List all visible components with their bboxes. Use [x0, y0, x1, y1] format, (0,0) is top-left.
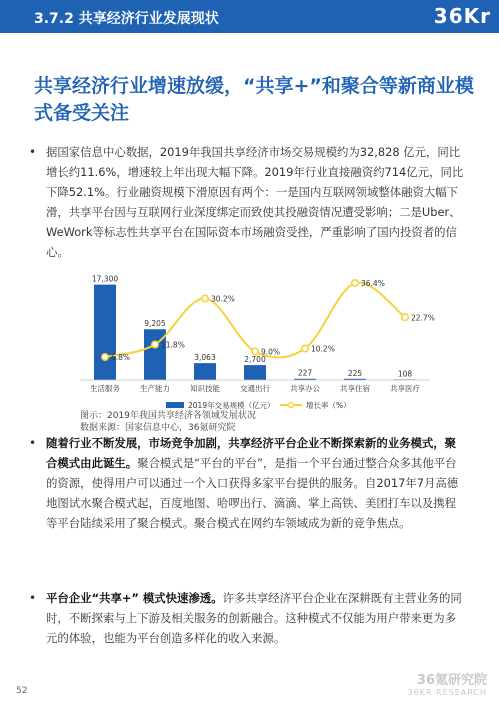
- paragraph-aggregation-model: [29, 433, 466, 533]
- line-label-3: 9.0%: [261, 347, 281, 357]
- legend-bar-label: 2019年交易规模（亿元）: [188, 401, 275, 410]
- bar-3: [244, 365, 266, 380]
- page-header: [0, 0, 499, 33]
- growth-point-3: [252, 348, 258, 354]
- x-tick-label-6: 共享医疗: [390, 384, 420, 393]
- bullet-icon: •: [29, 436, 37, 450]
- line-label-1: 11.8%: [161, 340, 185, 350]
- bullet-icon: •: [29, 145, 37, 159]
- x-tick-label-1: 生产能力: [140, 384, 170, 393]
- growth-point-5: [352, 280, 358, 286]
- bar-label-5: 225: [347, 368, 363, 378]
- watermark-title: 36氪研究院: [416, 673, 487, 688]
- watermark: [407, 669, 487, 697]
- line-label-4: 10.2%: [311, 344, 335, 354]
- bullet-icon: •: [29, 591, 37, 605]
- line-label-6: 22.7%: [411, 313, 435, 323]
- x-tick-group: [80, 380, 430, 393]
- brand-logo: 36Kr: [433, 4, 491, 28]
- chart-legend: [166, 400, 351, 410]
- x-tick-label-4: 共享办公: [290, 384, 320, 393]
- growth-point-6: [402, 314, 408, 320]
- bar-2: [194, 363, 216, 380]
- x-tick-label-2: 知识技能: [190, 384, 220, 393]
- chart-caption: [80, 410, 256, 434]
- bar-label-4: 227: [297, 368, 313, 378]
- paragraph-text: 许多共享经济平台企业在深耕既有主营业务的同时，不断探索与上下游及相关服务的创新融合。这种模式不仅能为用户带来更为多元的体验，也能为平台创造多样化的收入来源。: [46, 591, 462, 645]
- bar-series: [94, 285, 416, 380]
- line-label-2: 30.2%: [211, 294, 235, 304]
- bar-0: [94, 285, 116, 380]
- x-tick-label-5: 共享住宿: [340, 384, 370, 393]
- paragraph-market-overview: [29, 142, 466, 262]
- paragraph-text: 据国家信息中心数据，2019年我国共享经济市场交易规模约为32,828 亿元，同比增长约11.6%，增速较上年出现大幅下降。2019年行业直接融资约714亿元，同比下降52.1%。行业融资规模下滑原因有两个：一是国内互联网领域整体融资大幅下滑，共享平台因与互联网行业深度绑定而致使其投融资情况遭受影响；二是Uber、WeWork等标志性共享平台在国际资本市场融资受挫，严重影响了国内投资者的信心。: [46, 145, 464, 259]
- paragraph-sharing-plus: [29, 588, 466, 648]
- bar-label-2: 3,063: [194, 353, 216, 363]
- caption-title: 图示：2019年我国共享经济各领域发展状况: [80, 411, 256, 421]
- x-tick-label-3: 交通出行: [240, 384, 270, 393]
- legend-line-label: 增长率（%）: [306, 401, 351, 410]
- x-tick-label-0: 生活服务: [90, 384, 120, 393]
- page-number: 52: [16, 686, 28, 696]
- legend-bar-swatch: [166, 402, 184, 408]
- caption-source: 数据来源：国家信息中心，36氪研究院: [80, 423, 236, 433]
- paragraph-lead: 平台企业“共享+” 模式快速渗透。: [46, 591, 223, 605]
- growth-point-1: [152, 341, 158, 347]
- line-label-0: 6.8%: [111, 353, 131, 362]
- bar-label-6: 108: [397, 369, 413, 379]
- bar-label-3: 2,700: [244, 355, 266, 365]
- bar-label-1: 9,205: [144, 319, 166, 329]
- bar-label-0: 17,300: [91, 274, 119, 284]
- line-label-5: 36.4%: [361, 279, 385, 288]
- sharing-economy-chart: [80, 262, 450, 432]
- paragraph-lead: 随着行业不断发展，市场竞争加剧，共享经济平台企业不断探索新的业务模式，聚合模式由此诞生。: [46, 436, 457, 470]
- growth-point-2: [202, 295, 208, 301]
- paragraph-text: 聚合模式是“平台的平台”，是指一个平台通过整合众多其他平台的资源，使得用户可以通过一个入口获得多家平台提供的服务。自2017年7月高德地图试水聚合模式起，百度地图、哈啰出行、滴滴、掌上高铁、美团打车以及携程等平台陆续采用了聚合模式。聚合模式在网约车领域成为新的竞争焦点。: [46, 456, 459, 530]
- bar-label-group: [92, 275, 413, 379]
- section-title: 3.7.2 共享经济行业发展现状: [34, 11, 219, 27]
- legend-line-marker: [289, 403, 294, 408]
- watermark-subtitle: 36KR RESEARCH: [407, 688, 487, 697]
- growth-point-0: [102, 354, 108, 360]
- growth-point-4: [302, 345, 308, 351]
- headline: 共享经济行业增速放缓，“共享+”和聚合等新商业模式备受关注: [34, 75, 474, 124]
